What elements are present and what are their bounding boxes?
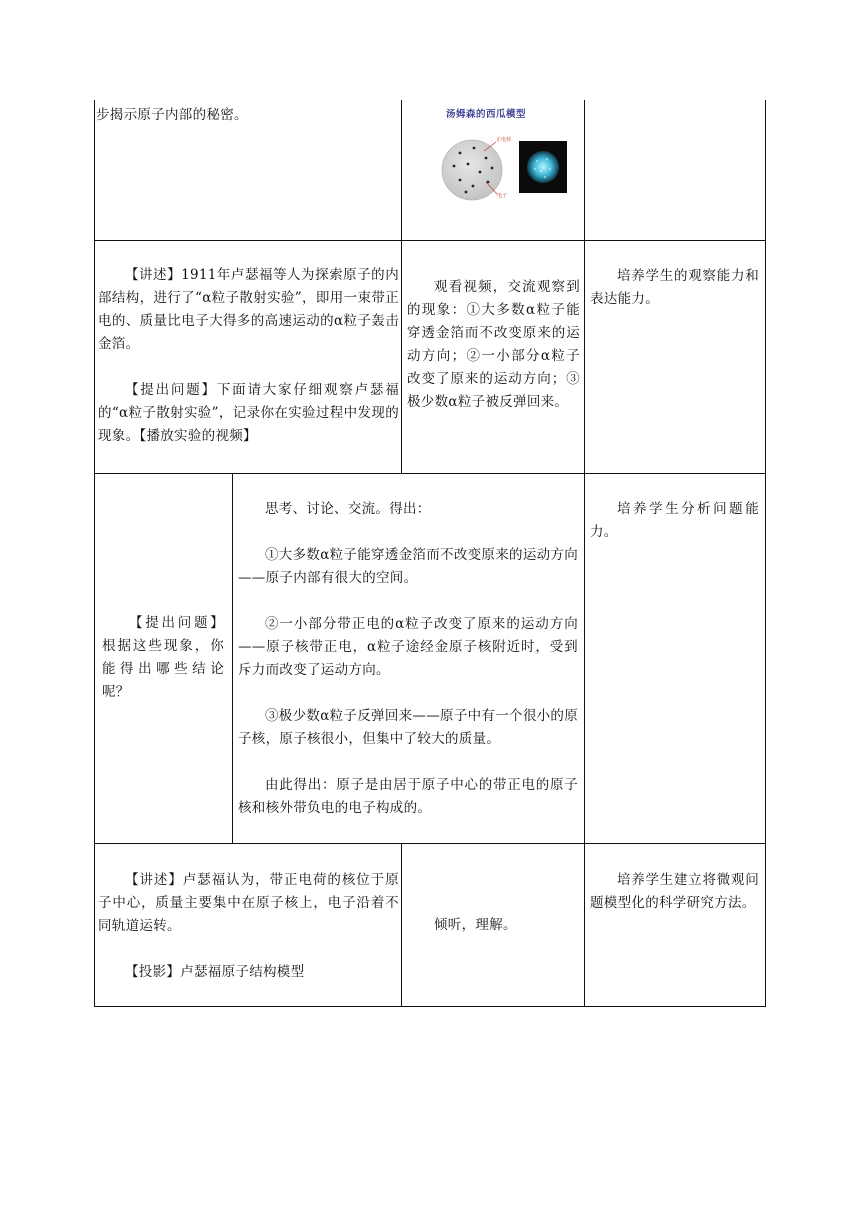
row-divider-3 [94,843,766,844]
row-divider-1 [94,240,766,241]
conclusion-2: ②一小部分带正电的α粒子改变了原来的运动方向——原子核带正电，α粒子途经金原子核附近时，受到斥力而改变了运动方向。 [238,616,578,678]
table-border-right [765,100,766,1006]
electron-label: 电子 [497,193,508,199]
row4-middle-cell [401,914,584,937]
table-border-bottom [94,1006,766,1007]
lecture-paragraph: 【讲述】卢瑟福认为，带正电荷的核位于原子中心，质量主要集中在原子核上，电子沿着不同轨道运转。 [98,872,399,934]
row4-right-cell [584,869,765,915]
final-conclusion: 由此得出：原子是由居于原子中心的带正电的原子核和核外带负电的电子构成的。 [238,777,578,816]
goal-paragraph: 培养学生分析问题能力。 [590,501,759,540]
row3-middle-cell [232,498,584,820]
thomson-model-figure [440,106,570,206]
row-divider-2 [94,473,766,474]
observation-paragraph: 观看视频，交流观察到的现象：①大多数α粒子能穿透金箔而不改变原来的运动方向；②一小部分α粒子改变了原来的运动方向；③极少数α粒子被反弹回来。 [407,279,580,410]
row3-right-cell [584,498,765,544]
row2-left-cell [94,264,401,448]
conclusion-3: ③极少数α粒子反弹回来——原子中有一个很小的原子核，原子核很小，但集中了较大的质量。 [238,708,579,747]
positive-charge-label: 正电荷 [496,137,512,143]
question-paragraph: 【提出问题】下面请大家仔细观察卢瑟福的“α粒子散射实验”，记录你在实验过程中发现的现象。【播放实验的视频】 [98,382,399,444]
lecture-paragraph: 【讲述】1911年卢瑟福等人为探索原子的内部结构，进行了“α粒子散射实验”，即用一束带正电的、质量比电子大得多的高速运动的α粒子轰击金箔。 [98,267,399,352]
projection-paragraph: 【投影】卢瑟福原子结构模型 [125,964,305,980]
conclusion-1: ①大多数α粒子能穿透金箔而不改变原来的运动方向——原子内部有很大的空间。 [238,547,579,586]
row1-left-cell [94,104,401,127]
goal-paragraph: 培养学生的观察能力和表达能力。 [590,268,759,307]
question-paragraph: 【提出问题】根据这些现象，你能得出哪些结论呢？ [102,615,224,700]
row4-left-cell [94,869,401,984]
row3-left-cell [94,612,232,704]
listen-paragraph: 倾听，理解。 [434,917,517,933]
glowing-atom-icon [519,141,567,193]
row1-left-text: 步揭示原子内部的秘密。 [96,107,248,123]
goal-paragraph: 培养学生建立将微观问题模型化的科学研究方法。 [590,872,759,911]
discussion-intro: 思考、讨论、交流。得出： [265,501,431,517]
row2-middle-cell [401,276,584,414]
figure-title: 汤姆森的西瓜模型 [446,109,527,120]
row2-right-cell [584,265,765,311]
